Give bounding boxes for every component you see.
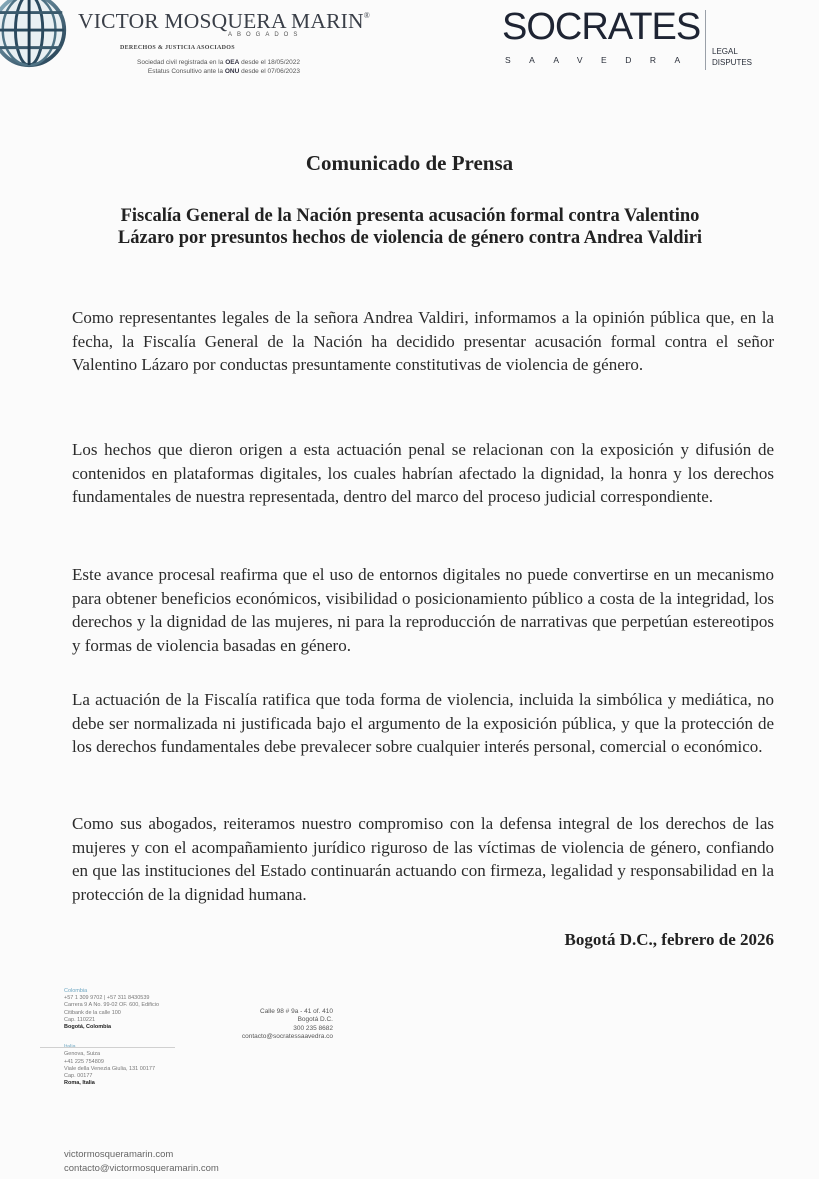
globe-logo-icon — [0, 0, 72, 76]
office-email: contacto@socratessaavedra.co — [241, 1033, 333, 1041]
office-colombia — [64, 988, 159, 1031]
tagline-legal: LEGAL — [712, 47, 738, 56]
office-address: Citibank de la calle 100 — [64, 1009, 121, 1016]
registration-line-onu: Estatus Consultivo ante la ONU desde el 07/06/2023 — [147, 68, 300, 75]
body-paragraph-2: Los hechos que dieron origen a esta actuación penal se relacionan con la exposición y difusión de contenidos en plataformas digitales, los cuales habrían afectado la dignidad, la honra y los derechos fundamentales de nuestra representada, dentro del marco del proceso judicial correspondiente. — [72, 440, 774, 506]
footer-offices — [64, 988, 159, 1087]
socrates-logo-name: SOCRATES — [502, 6, 701, 48]
body-paragraph-5: Como sus abogados, reiteramos nuestro compromiso con la defensa integral de los derechos de las mujeres y con el acompañamiento jurídico riguroso de las víctimas de violencia de género, confiando en que las instituciones del Estado continuarán actuando con firmeza, legalidad y responsabilidad en la protección de la dignidad humana. — [72, 814, 774, 904]
body-paragraph-1: Como representantes legales de la señora Andrea Valdiri, informamos a la opinión pública que, en la fecha, la Fiscalía General de la Nación ha decidido presentar acusación formal contra el señor Valentino Lázaro por conductas presuntamente constitutivas de violencia de género. — [72, 308, 774, 374]
vmm-registration — [80, 58, 300, 76]
footer-socrates-office — [210, 1008, 333, 1042]
website-link: victormosqueramarin.com — [64, 1149, 174, 1160]
letterhead — [0, 0, 819, 90]
footer-contact — [64, 1148, 219, 1176]
document-subtitle: Fiscalía General de la Nación presenta acusación formal contra Valentino Lázaro por presuntos hechos de violencia de género contra Andrea Valdiri — [117, 206, 703, 248]
contact-email: contacto@victormosqueramarin.com — [64, 1163, 219, 1174]
vmm-tagline: DERECHOS & JUSTICIA ASOCIADOS — [120, 45, 235, 51]
office-city: Roma, Italia — [64, 1080, 95, 1087]
tagline-disputes: DISPUTES — [712, 58, 753, 67]
signoff-place-date: Bogotá D.C., febrero de 2026 — [564, 930, 774, 949]
office-phone: +57 1 309 9702 | +57 311 8430539 — [64, 995, 150, 1002]
logo-divider — [705, 10, 706, 70]
office-address: Viale della Venezia Giulia, 131 00177 — [64, 1065, 156, 1072]
document-title: Comunicado de Prensa — [305, 151, 514, 175]
office-address: Carrera 9 A No. 99-02 OF. 600, Edificio — [64, 1002, 160, 1009]
vmm-subtitle: ABOGADOS — [228, 32, 303, 38]
body-paragraph-3: Este avance procesal reafirma que el uso de entornos digitales no puede convertirse en un mecanismo para obtener beneficios económicos, visibilidad o posicionamiento público a costa de la integridad, los derechos y la dignidad de las mujeres, ni para la reproducción de narrativas que perpetúan estereotipos y formas de violencia basadas en género. — [72, 565, 774, 655]
office-postal: Cap. 00177 — [64, 1073, 93, 1080]
body-paragraph-4: La actuación de la Fiscalía ratifica que toda forma de violencia, incluida la simbólica y mediática, no debe ser normalizada ni justificada bajo el argumento de la exposición pública, y que la protección de los derechos fundamentales debe prevalecer sobre cualquier interés personal, comercial o económico. — [72, 690, 774, 756]
footer-divider — [40, 1047, 175, 1048]
office-country: Colombia — [64, 988, 88, 994]
registration-line-oea: Sociedad civil registrada en la OEA desde el 18/05/2022 — [137, 59, 300, 66]
office-address: Calle 98 # 9a - 41 of. 410 — [260, 1008, 333, 1015]
vmm-firm-name: VICTOR MOSQUERA MARIN® — [78, 9, 371, 33]
office-address: Genova, Suiza — [64, 1051, 101, 1058]
office-phone: 300 235 8682 — [293, 1024, 333, 1032]
office-city: Bogotá, Colombia — [64, 1024, 112, 1031]
office-italia — [64, 1044, 159, 1087]
socrates-tagline — [712, 46, 752, 68]
socrates-logo-subtitle: SAAVEDRA — [505, 55, 699, 65]
office-city: Bogotá D.C. — [297, 1016, 333, 1024]
office-postal: Cap. 110221 — [64, 1016, 96, 1023]
office-phone: +41 225 754809 — [64, 1058, 104, 1065]
